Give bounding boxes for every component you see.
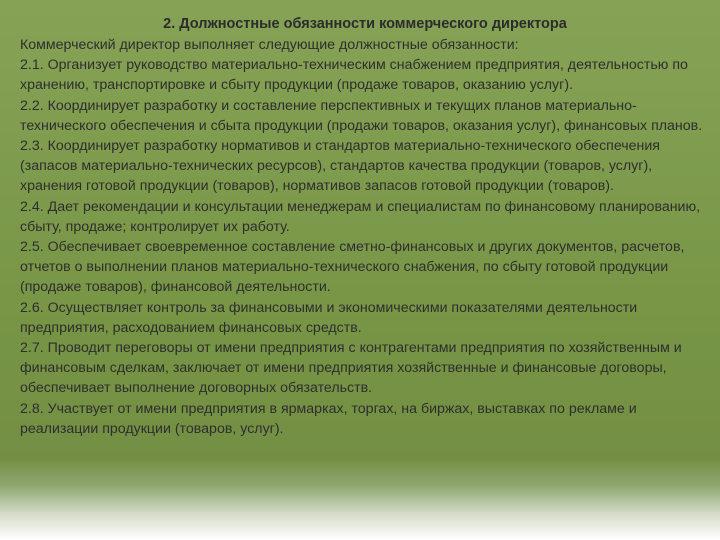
duty-text: Осуществляет контроль за финансовыми и экономическими показателями деятельности предприятия, расходованием финансовых средств. [20,299,638,336]
duty-text: Проводит переговоры от имени предприятия с контрагентами предприятия по хозяйственным и финансовым сделкам, заключает от имени предприятия хозяйственные и финансовые договоры, обеспечивает выполнение договорных обязательств. [20,340,682,397]
page-title: 2. Должностные обязанности коммерческого директора [163,16,567,32]
duty-text: Координирует разработку и составление перспективных и текущих планов материально-технического обеспечения и сбыта продукции (продажи товаров, оказания услуг), финансовых планов. [20,97,703,134]
duty-number: 2.8. [20,400,44,417]
slide-content [20,14,710,439]
duty-number: 2.5. [20,239,44,256]
duty-item [20,237,710,298]
intro-paragraph: Коммерческий директор выполняет следующие должностные обязанности: [20,37,519,53]
duties-text [20,35,710,439]
duty-text: Координирует разработку нормативов и стандартов материально-технического обеспечения (запасов материально-технических ресурсов), стандартов качества продукции (товаров, услуг), хранения готовой продукции (товаров), нормативов запасов готовой продукции (товаров). [20,138,660,195]
duty-number: 2.2. [20,97,44,114]
duty-text: Участвует от имени предприятия в ярмарках, торгах, на биржах, выставках по рекламе и реализации продукции (товаров, услуг). [20,400,637,437]
duty-number: 2.6. [20,299,44,316]
duty-item [20,338,710,399]
duty-item [20,399,710,439]
duty-number: 2.1. [20,57,44,74]
duty-item [20,96,710,136]
duty-number: 2.4. [20,198,44,215]
duty-text: Организует руководство материально-техническим снабжением предприятия, деятельностью по хранению, транспортировке и сбыту продукции (продаже товаров, оказанию услуг). [20,57,688,94]
duty-item [20,136,710,197]
duty-item [20,55,710,95]
duty-text: Дает рекомендации и консультации менеджерам и специалистам по финансовому планированию, сбыту, продаже; контролирует их работу. [20,198,701,235]
duty-number: 2.7. [20,340,44,357]
duty-text: Обеспечивает своевременное составление сметно-финансовых и других документов, расчетов, отчетов о выполнении планов материально-технического снабжения, по сбыту готовой продукции (продаже товаров), финансовой деятельности. [20,239,685,296]
duty-item [20,197,710,237]
duty-item [20,298,710,338]
duty-number: 2.3. [20,138,44,155]
